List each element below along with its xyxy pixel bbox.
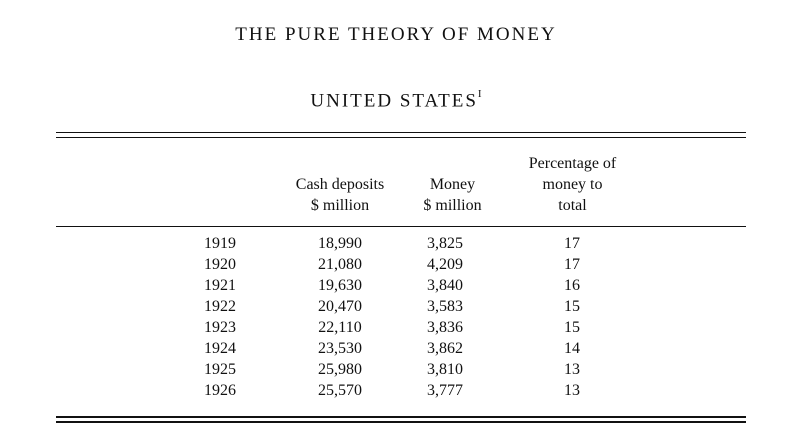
table-row	[0, 275, 792, 296]
cell-money: 3,836	[427, 319, 463, 336]
table-row	[0, 296, 792, 317]
table-row	[0, 359, 792, 380]
table-row	[0, 380, 792, 401]
cell-cash: 18,990	[318, 235, 362, 252]
cell-money: 3,825	[427, 235, 463, 252]
bottom-rule-1	[56, 416, 746, 418]
table-title-text: UNITED STATES	[310, 90, 478, 112]
cell-money: 3,777	[427, 382, 463, 399]
cell-pct: 15	[564, 298, 580, 315]
cell-cash: 21,080	[318, 256, 362, 273]
cell-year: 1921	[204, 277, 236, 294]
running-head: THE PURE THEORY OF MONEY	[235, 24, 557, 45]
cell-money: 3,840	[427, 277, 463, 294]
cell-pct: 14	[564, 340, 580, 357]
top-rule-1	[56, 132, 746, 133]
header-cash-deposits: Cash deposits $ million	[295, 176, 385, 214]
cell-cash: 22,110	[318, 319, 362, 336]
cell-pct: 15	[564, 319, 580, 336]
top-rule-2	[56, 137, 746, 138]
table-row	[0, 254, 792, 275]
footnote-marker: I	[477, 88, 482, 100]
cell-pct: 17	[564, 256, 580, 273]
cell-money: 4,209	[427, 256, 463, 273]
cell-cash: 19,630	[318, 277, 362, 294]
cell-cash: 25,980	[318, 361, 362, 378]
header-percentage: Percentage of money to total	[528, 155, 617, 214]
cell-year: 1926	[204, 382, 236, 399]
cell-money: 3,862	[427, 340, 463, 357]
cell-pct: 16	[564, 277, 580, 294]
bottom-rule-2	[56, 421, 746, 423]
header-money: Money $ million	[423, 176, 482, 214]
cell-pct: 17	[564, 235, 580, 252]
cell-year: 1925	[204, 361, 236, 378]
cell-year: 1923	[204, 319, 236, 336]
cell-year: 1924	[204, 340, 236, 357]
cell-money: 3,583	[427, 298, 463, 315]
cell-year: 1922	[204, 298, 236, 315]
table-row	[0, 233, 792, 254]
cell-cash: 25,570	[318, 382, 362, 399]
cell-year: 1920	[204, 256, 236, 273]
cell-year: 1919	[204, 235, 236, 252]
cell-pct: 13	[564, 382, 580, 399]
header-rule	[56, 226, 746, 227]
table-title	[0, 90, 792, 112]
cell-money: 3,810	[427, 361, 463, 378]
cell-pct: 13	[564, 361, 580, 378]
table-row	[0, 317, 792, 338]
table-row	[0, 338, 792, 359]
cell-cash: 20,470	[318, 298, 362, 315]
cell-cash: 23,530	[318, 340, 362, 357]
